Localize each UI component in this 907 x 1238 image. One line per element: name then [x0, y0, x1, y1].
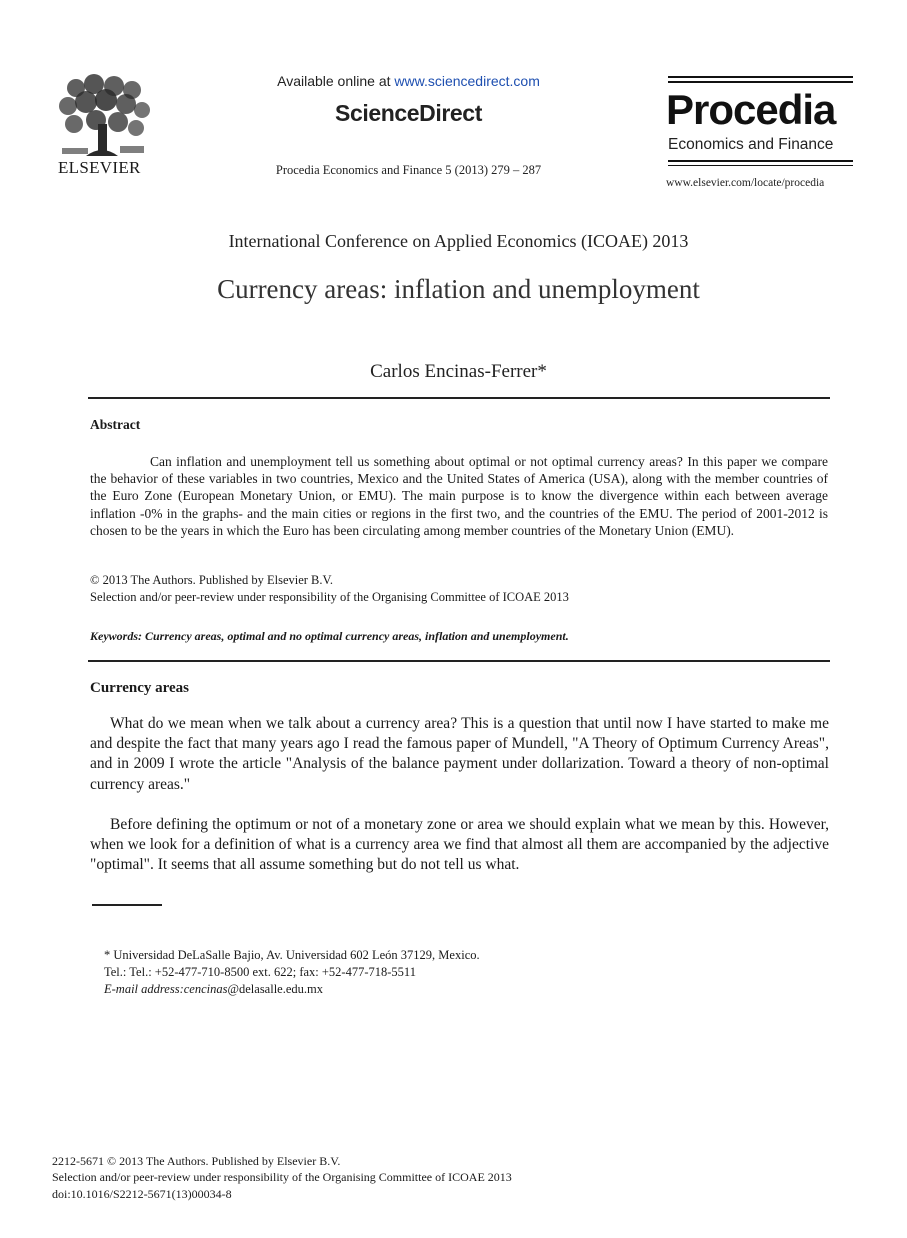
procedia-url-link[interactable]: www.elsevier.com/locate/procedia — [666, 177, 825, 189]
abstract-body: Can inflation and unemployment tell us something about optimal or not optimal currency areas? In this paper we compare the behavior of these variables in two countries, Mexico and the United States of America (USA), along with the member countries of the Euro Zone (European Monetary Union, or EMU). The main purpose is to know the divergence within each between average inflation -0% in the graphs- and the main cities or regions in the first two, and the countries of the EMU. The period of 2001-2012 is chosen to be the years in which the Euro has been circulating among member countries of the Monetary Union (EMU). — [90, 454, 828, 538]
paper-title: Currency areas: inflation and unemployment — [217, 274, 700, 304]
author-footnote — [104, 947, 480, 998]
issn-line: 2212-5671 © 2013 The Authors. Published by Elsevier B.V. — [52, 1154, 341, 1168]
procedia-logo-title: Procedia — [666, 86, 836, 133]
divider-top — [88, 397, 830, 399]
email-user: cencinas — [183, 982, 228, 996]
divider-bottom — [88, 660, 830, 662]
sciencedirect-link[interactable]: www.sciencedirect.com — [394, 73, 540, 89]
issn-footer — [52, 1153, 512, 1202]
footnote-rule — [92, 904, 162, 906]
copyright-notice — [90, 572, 569, 606]
journal-reference: Procedia Economics and Finance 5 (2013) 279 – 287 — [275, 163, 542, 177]
sciencedirect-brand: ScienceDirect — [335, 100, 482, 126]
affiliation-line: * Universidad DeLaSalle Bajio, Av. Universidad 602 León 37129, Mexico. — [104, 948, 480, 962]
procedia-top-rules — [668, 76, 853, 86]
body-paragraph-2: Before defining the optimum or not of a monetary zone or area we should explain what we mean by this. However, when we look for a definition of what is a currency area we find that almost all them are accompanied by the adjective "optimal". It seems that all assume something but do not tell us what. — [90, 816, 829, 874]
conference-name: International Conference on Applied Economics (ICOAE) 2013 — [228, 231, 689, 251]
keywords: Keywords: Currency areas, optimal and no optimal currency areas, inflation and unemployment. — [90, 629, 569, 643]
author-name: Carlos Encinas-Ferrer* — [370, 361, 547, 382]
procedia-logo-subtitle: Economics and Finance — [668, 136, 834, 153]
elsevier-wordmark: ELSEVIER — [58, 158, 141, 177]
email-line — [104, 981, 480, 998]
available-prefix: Available online at — [277, 73, 395, 89]
section-heading: Currency areas — [90, 680, 190, 696]
email-label: E-mail address: — [104, 982, 184, 996]
doi-line[interactable]: doi:10.1016/S2212-5671(13)00034-8 — [52, 1186, 232, 1201]
email-domain: @delasalle.edu.mx — [227, 982, 323, 996]
copyright-line: © 2013 The Authors. Published by Elsevier B.V. — [90, 573, 334, 587]
abstract-heading: Abstract — [90, 417, 141, 432]
footer-peer-review-line: Selection and/or peer-review under responsibility of the Organising Committee of ICOAE 2013 — [52, 1170, 512, 1185]
peer-review-line: Selection and/or peer-review under responsibility of the Organising Committee of ICOAE 2013 — [90, 590, 569, 604]
phone-line: Tel.: Tel.: +52-477-710-8500 ext. 622; fax: +52-477-718-5511 — [104, 965, 416, 979]
procedia-bottom-rules — [668, 160, 853, 169]
body-paragraph-1: What do we mean when we talk about a currency area? This is a question that until now I have started to make me and despite the fact that many years ago I read the famous paper of Mundell, "A Theory of Optimum Currency Areas", and in 2009 I wrote the article "Analysis of the balance payment under dollarization. Toward a theory of non-optimal currency areas." — [90, 715, 829, 793]
